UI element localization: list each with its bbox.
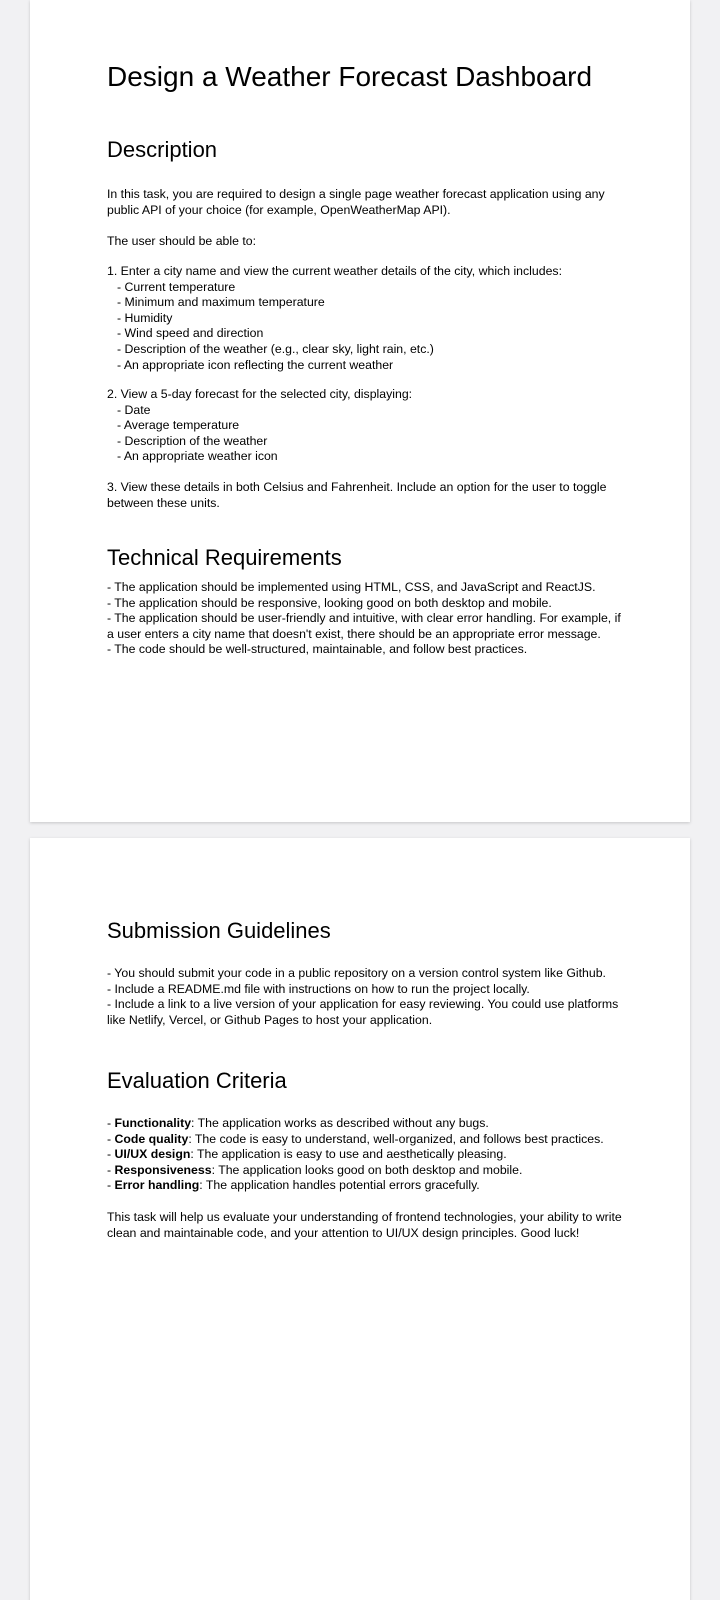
requirement-subitem: - Humidity bbox=[117, 310, 173, 325]
criterion-text: : The application handles potential errors gracefully. bbox=[199, 1178, 480, 1193]
description-heading: Description bbox=[107, 137, 218, 162]
intro-line: public API of your choice (for example, OpenWeatherMap API). bbox=[107, 202, 451, 217]
criterion-item: - UI/UX design: The application is easy to use and aesthetically pleasing. bbox=[107, 1147, 507, 1162]
document-page-2 bbox=[30, 838, 690, 1600]
criterion-term: Functionality bbox=[114, 1116, 192, 1130]
requirement-lead: 2. View a 5-day forecast for the selected city, displaying: bbox=[107, 387, 413, 401]
requirement-subitem: - Current temperature bbox=[117, 279, 236, 294]
criterion-term: Error handling bbox=[114, 1178, 200, 1193]
technical-line: - The application should be responsive, looking good on both desktop and mobile. bbox=[107, 595, 552, 610]
requirement-subitem: - An appropriate weather icon bbox=[117, 449, 278, 464]
criterion-text: : The application works as described without any bugs. bbox=[191, 1116, 489, 1130]
evaluation-criteria-list bbox=[107, 1116, 617, 1194]
closing-line: clean and maintainable code, and your attention to UI/UX design principles. Good luck! bbox=[107, 1225, 580, 1240]
criterion-text: : The application looks good on both desktop and mobile. bbox=[211, 1162, 523, 1177]
criterion-term: Code quality bbox=[114, 1131, 189, 1146]
criterion-text: : The application is easy to use and aesthetically pleasing. bbox=[190, 1147, 507, 1162]
requirement-lead: 3. View these details in both Celsius and Fahrenheit. Include an option for the user to toggle bbox=[107, 480, 607, 494]
criterion-term: Responsiveness bbox=[114, 1162, 212, 1177]
requirement-subitem: - Minimum and maximum temperature bbox=[117, 295, 325, 310]
requirement-item-2 bbox=[107, 387, 617, 465]
intro-line: In this task, you are required to design a single page weather forecast application using any bbox=[107, 187, 605, 201]
technical-requirements-list bbox=[107, 580, 621, 658]
technical-line: - The code should be well-structured, maintainable, and follow best practices. bbox=[107, 642, 528, 657]
description-intro bbox=[107, 187, 617, 218]
criterion-item: - Functionality: The application works as described without any bugs. bbox=[107, 1116, 489, 1130]
requirement-subitem: - An appropriate icon reflecting the current weather bbox=[117, 357, 394, 372]
closing-line: This task will help us evaluate your understanding of frontend technologies, your ability to write bbox=[107, 1210, 622, 1224]
submission-guidelines-list bbox=[107, 966, 617, 1028]
submission-line: - You should submit your code in a public repository on a version control system like Github. bbox=[107, 966, 606, 980]
document-title: Design a Weather Forecast Dashboard bbox=[107, 61, 593, 92]
requirement-subitem: - Date bbox=[117, 402, 151, 417]
requirement-subitem: - Description of the weather bbox=[117, 433, 268, 448]
requirement-subitem: - Average temperature bbox=[117, 418, 240, 433]
submission-line: - Include a README.md file with instructions on how to run the project locally. bbox=[107, 981, 530, 996]
requirement-item-3 bbox=[107, 480, 617, 511]
technical-line: a user enters a city name that doesn't exist, there should be an appropriate error message. bbox=[107, 626, 601, 641]
technical-line: - The application should be user-friendly and intuitive, with clear error handling. For example, if bbox=[107, 611, 621, 626]
criterion-item: - Error handling: The application handles potential errors gracefully. bbox=[107, 1178, 480, 1193]
closing-paragraph bbox=[107, 1210, 622, 1241]
technical-requirements-heading: Technical Requirements bbox=[107, 545, 342, 570]
requirement-item-1 bbox=[107, 264, 617, 373]
document-page-1 bbox=[30, 0, 690, 822]
requirement-lead: 1. Enter a city name and view the current weather details of the city, which includes: bbox=[107, 264, 562, 278]
criterion-text: : The code is easy to understand, well-organized, and follows best practices. bbox=[188, 1131, 604, 1146]
criterion-item: - Responsiveness: The application looks good on both desktop and mobile. bbox=[107, 1162, 523, 1177]
evaluation-criteria-heading: Evaluation Criteria bbox=[107, 1068, 287, 1093]
requirement-subitem: - Description of the weather (e.g., clear sky, light rain, etc.) bbox=[117, 341, 434, 356]
submission-line: - Include a link to a live version of your application for easy reviewing. You could use platforms bbox=[107, 997, 619, 1012]
requirement-subitem: - Wind speed and direction bbox=[117, 326, 264, 341]
criterion-term: UI/UX design bbox=[114, 1147, 191, 1162]
user-able-text: The user should be able to: bbox=[107, 234, 257, 248]
submission-guidelines-heading: Submission Guidelines bbox=[107, 918, 331, 943]
technical-line: - The application should be implemented using HTML, CSS, and JavaScript and ReactJS. bbox=[107, 580, 596, 594]
submission-line: like Netlify, Vercel, or Github Pages to host your application. bbox=[107, 1012, 433, 1027]
requirement-lead: between these units. bbox=[107, 495, 220, 510]
criterion-item: - Code quality: The code is easy to understand, well-organized, and follows best practices. bbox=[107, 1131, 604, 1146]
